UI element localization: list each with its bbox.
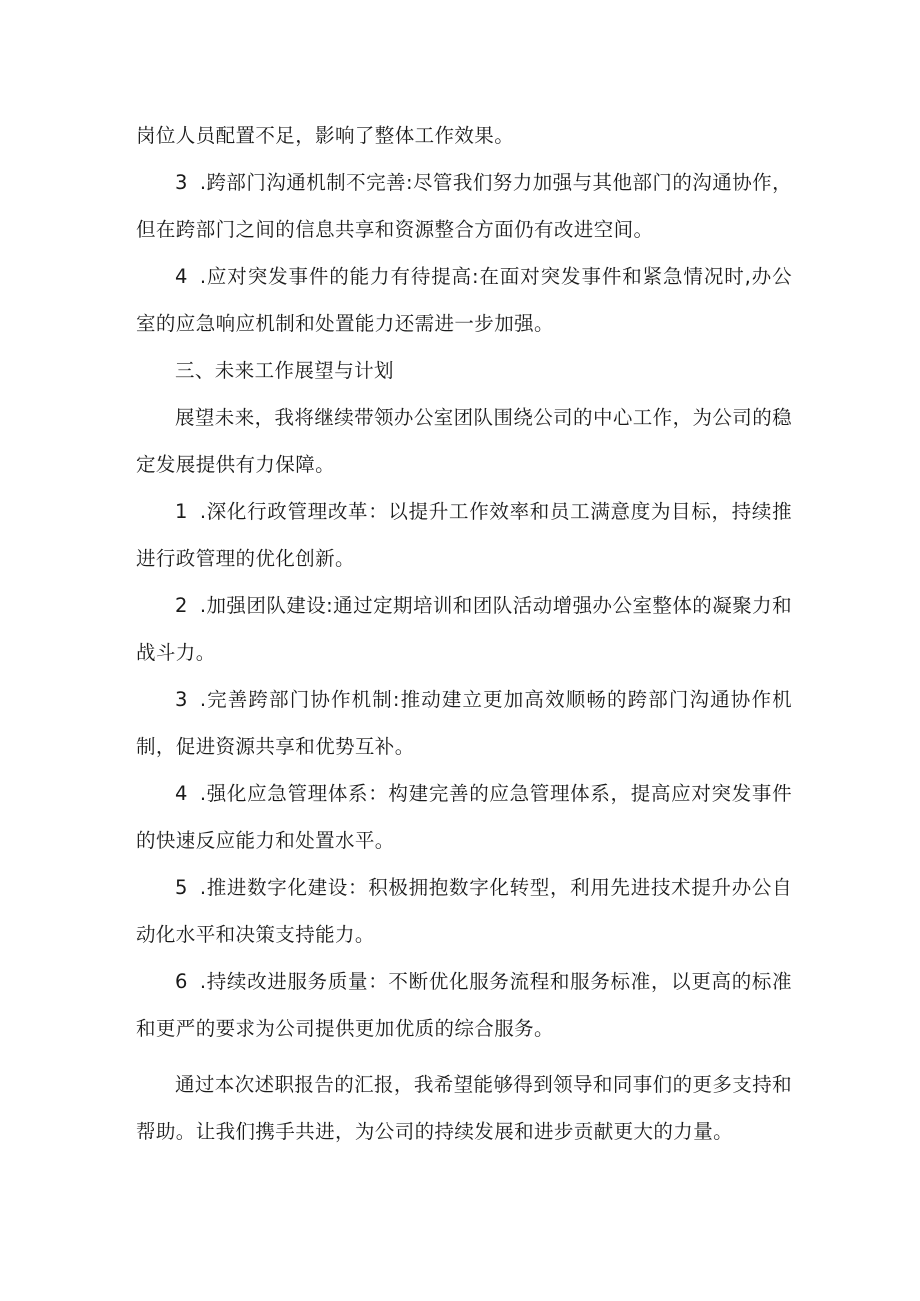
- paragraph-text: .深化行政管理改革：以提升工作效率和员工满意度为目标，持续推进行政管理的优化创新。: [136, 500, 792, 570]
- list-number: 1: [175, 500, 188, 523]
- paragraph-text: .完善跨部门协作机制:推动建立更加高效顺畅的跨部门沟通协作机制，促进资源共享和优势互补。: [136, 688, 792, 758]
- paragraph-plan-1: [136, 488, 792, 582]
- paragraph-closing: [136, 1061, 792, 1155]
- paragraph-text: 展望未来，我将继续带领办公室团队围绕公司的中心工作，为公司的稳定发展提供有力保障。: [136, 406, 792, 476]
- paragraph-plan-6: [136, 958, 792, 1052]
- paragraph-staffing-shortage: [136, 112, 792, 159]
- paragraph-text: .持续改进服务质量：不断优化服务流程和服务标准，以更高的标准和更严的要求为公司提供更加优质的综合服务。: [136, 970, 792, 1040]
- list-number: 5: [175, 876, 188, 899]
- list-number: 3: [175, 688, 188, 711]
- list-number: 6: [175, 970, 188, 993]
- section-heading-text: 三、未来工作展望与计划: [175, 359, 394, 382]
- paragraph-text: 岗位人员配置不足，影响了整体工作效果。: [136, 124, 515, 147]
- document-body: [136, 112, 792, 1155]
- paragraph-text: 通过本次述职报告的汇报，我希望能够得到领导和同事们的更多支持和帮助。让我们携手共进，为公司的持续发展和进步贡献更大的力量。: [136, 1073, 792, 1143]
- section-heading-future-plans: [136, 347, 792, 394]
- paragraph-item-3-communication: [136, 159, 792, 253]
- paragraph-text: .强化应急管理体系：构建完善的应急管理体系，提高应对突发事件的快速反应能力和处置水平。: [136, 782, 792, 852]
- list-number: 4: [175, 265, 188, 288]
- paragraph-plan-5: [136, 864, 792, 958]
- paragraph-plan-2: [136, 582, 792, 676]
- paragraph-item-4-emergency: [136, 253, 792, 347]
- paragraph-text: .推进数字化建设：积极拥抱数字化转型，利用先进技术提升办公自动化水平和决策支持能力。: [136, 876, 792, 946]
- list-number: 3: [175, 171, 188, 194]
- paragraph-outlook: [136, 394, 792, 488]
- paragraph-text: .应对突发事件的能力有待提高:在面对突发事件和紧急情况时,办公室的应急响应机制和处置能力还需进一步加强。: [136, 265, 792, 335]
- list-number: 2: [175, 594, 188, 617]
- paragraph-plan-4: [136, 770, 792, 864]
- paragraph-text: .跨部门沟通机制不完善:尽管我们努力加强与其他部门的沟通协作，但在跨部门之间的信息共享和资源整合方面仍有改进空间。: [136, 171, 792, 241]
- list-number: 4: [175, 782, 188, 805]
- paragraph-plan-3: [136, 676, 792, 770]
- paragraph-text: .加强团队建设:通过定期培训和团队活动增强办公室整体的凝聚力和战斗力。: [136, 594, 792, 664]
